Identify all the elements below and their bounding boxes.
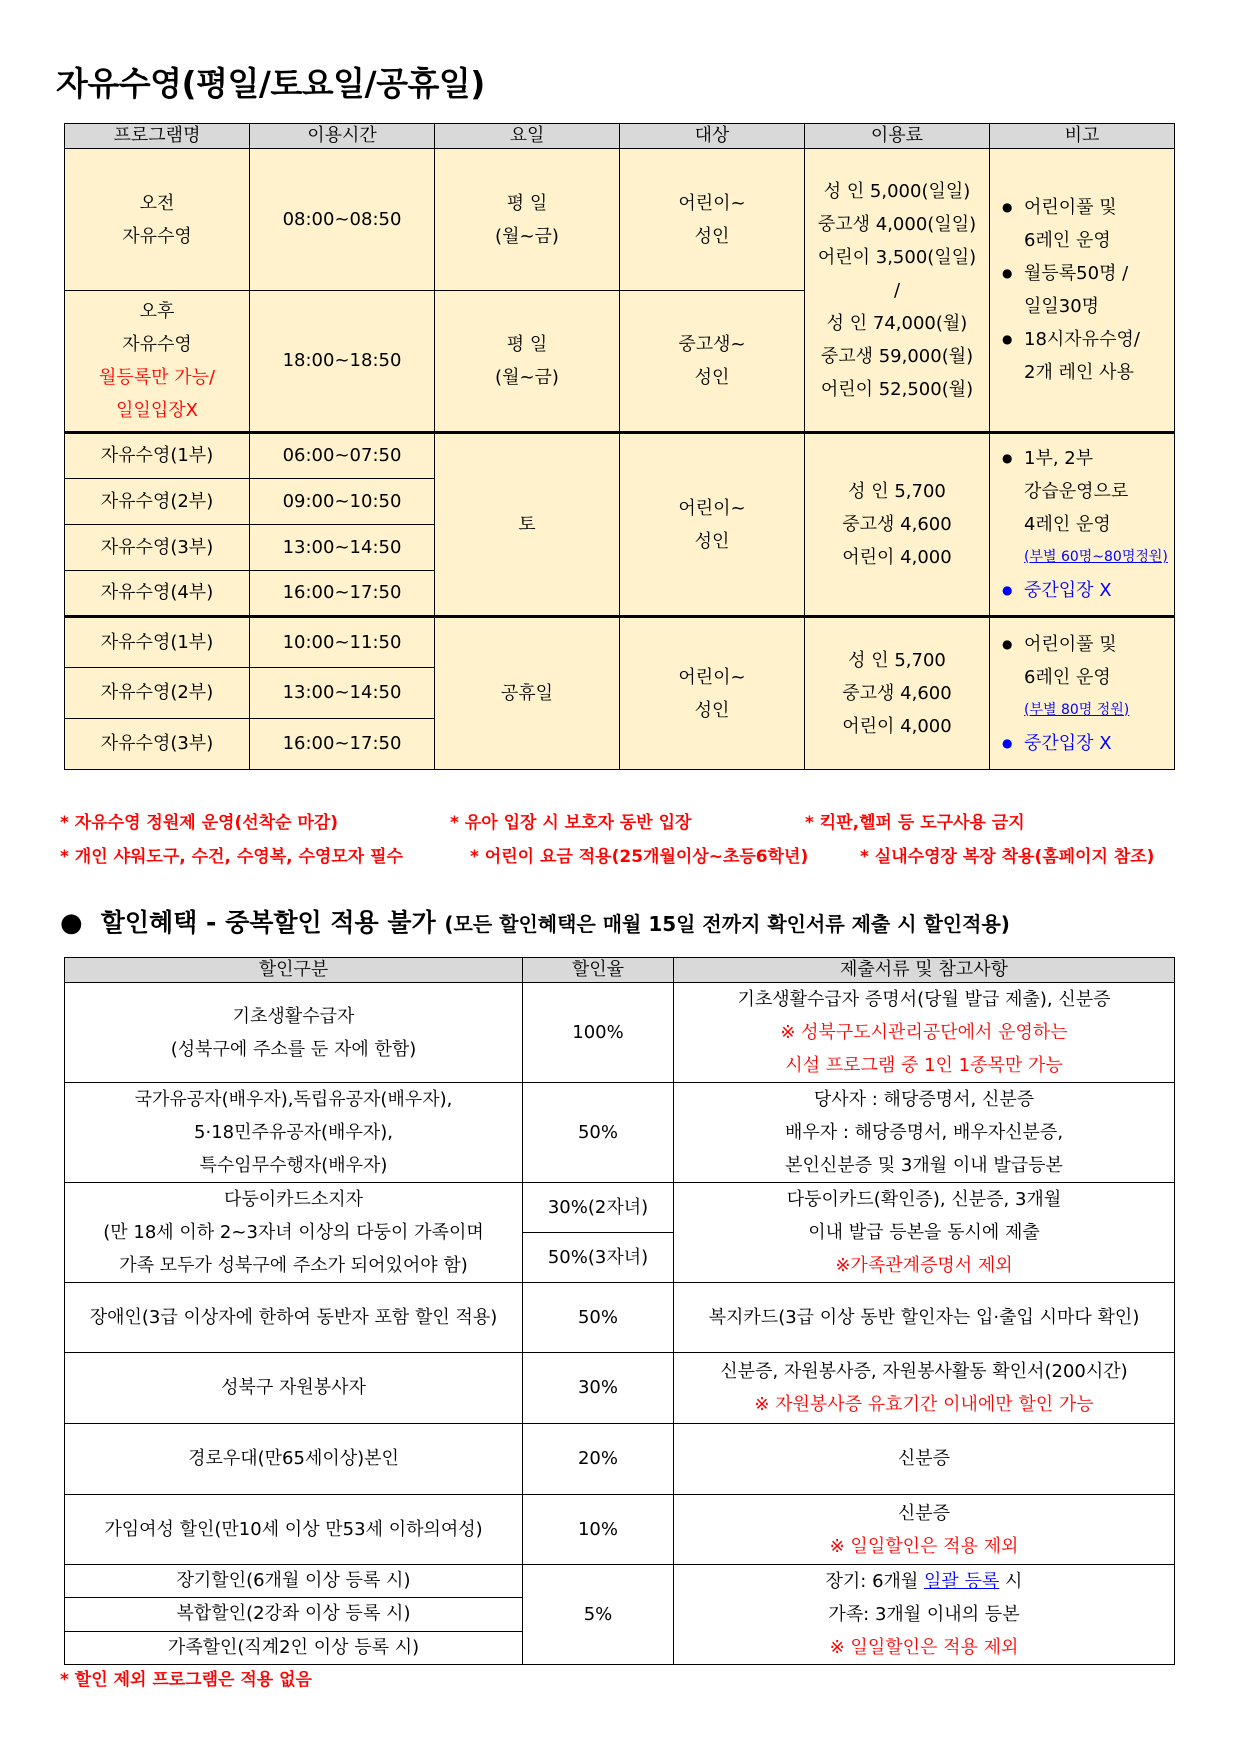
rule-text: * 킥판,헬퍼 등 도구사용 금지: [805, 813, 1025, 833]
discount-docs: 신분증 ※ 일일할인은 적용 제외: [674, 1495, 1175, 1565]
discount-type: 가족할인(직계2인 이상 등록 시): [65, 1631, 523, 1664]
rule-text: * 어린이 요금 적용(25개월이상~초등6학년): [470, 847, 809, 867]
bullet-icon: ●: [60, 908, 83, 938]
table-row: [65, 433, 1175, 479]
discount-section-heading: ● 할인혜택 - 중복할인 적용 불가 (모든 할인혜택은 매월 15일 전까지 확인서류 제출 시 할인적용): [60, 908, 1010, 938]
discount-rate: 50%: [523, 1083, 674, 1183]
day-cell: 평 일 (월~금): [435, 291, 620, 433]
target-cell: 어린이~ 성인: [620, 433, 805, 617]
program-name: 자유수영(1부): [65, 617, 250, 668]
program-name: 자유수영(2부): [65, 668, 250, 719]
time-cell: 09:00~10:50: [250, 479, 435, 525]
discount-type: 복합할인(2강좌 이상 등록 시): [65, 1598, 523, 1631]
discount-docs: 복지카드(3급 이상 동반 할인자는 입·출입 시마다 확인): [674, 1283, 1175, 1353]
discount-table: [64, 957, 1175, 1665]
discount-type: 가임여성 할인(만10세 이상 만53세 이하의여성): [65, 1495, 523, 1565]
discount-rate: 30%: [523, 1353, 674, 1424]
time-cell: 16:00~17:50: [250, 571, 435, 617]
remark-item: ● 18시자유수영/ 2개 레인 사용: [1002, 323, 1174, 389]
day-cell: 토: [435, 433, 620, 617]
discount-type: 경로우대(만65세이상)본인: [65, 1424, 523, 1495]
time-cell: 08:00~08:50: [250, 149, 435, 291]
fee-cell: 성 인 5,700 중고생 4,600 어린이 4,000: [805, 617, 990, 770]
schedule-header-row: [65, 124, 1175, 149]
remarks-cell: [990, 617, 1175, 770]
col-header: 대상: [620, 124, 805, 149]
rule-text: * 실내수영장 복장 착용(홈페이지 참조): [860, 847, 1155, 867]
day-cell: 공휴일: [435, 617, 620, 770]
discount-type: 기초생활수급자 (성북구에 주소를 둔 자에 한함): [65, 983, 523, 1083]
table-row: [65, 1565, 1175, 1598]
col-header: 요일: [435, 124, 620, 149]
rule-text: * 유아 입장 시 보호자 동반 입장: [450, 813, 692, 833]
program-name: 자유수영(2부): [65, 479, 250, 525]
page-title: 자유수영(평일/토요일/공휴일): [56, 64, 485, 103]
col-header: 할인구분: [65, 958, 523, 983]
time-cell: 13:00~14:50: [250, 525, 435, 571]
col-header: 제출서류 및 참고사항: [674, 958, 1175, 983]
discount-rate: 5%: [523, 1565, 674, 1665]
discount-rate: 30%(2자녀): [523, 1183, 674, 1233]
remark-item: ● 어린이풀 및 6레인 운영: [1002, 191, 1174, 257]
program-name: 자유수영(1부): [65, 433, 250, 479]
remark-item: ● 중간입장 X: [1002, 574, 1174, 607]
table-row: [65, 983, 1175, 1083]
time-cell: 16:00~17:50: [250, 719, 435, 770]
fee-cell: 성 인 5,000(일일) 중고생 4,000(일일) 어린이 3,500(일일) / 성 인 74,000(월) 중고생 59,000(월) 어린이 52,500(월): [805, 149, 990, 433]
time-cell: 10:00~11:50: [250, 617, 435, 668]
time-cell: 18:00~18:50: [250, 291, 435, 433]
schedule-table: [64, 123, 1175, 770]
program-name: 자유수영(3부): [65, 719, 250, 770]
rules-row-1: [60, 808, 1025, 833]
rules-row-2: [60, 842, 1154, 867]
remark-item: ● 1부, 2부 강습운영으로 4레인 운영 (부별 60명~80명정원): [1002, 442, 1174, 574]
discount-docs: 당사자 : 해당증명서, 신분증 배우자 : 해당증명서, 배우자신분증, 본인신분증 및 3개월 이내 발급등본: [674, 1083, 1175, 1183]
table-row: [65, 1353, 1175, 1424]
footer-note: * 할인 제외 프로그램은 적용 없음: [60, 1670, 312, 1690]
discount-type: 장애인(3급 이상자에 한하여 동반자 포함 할인 적용): [65, 1283, 523, 1353]
discount-type: 국가유공자(배우자),독립유공자(배우자), 5·18민주유공자(배우자), 특수임무수행자(배우자): [65, 1083, 523, 1183]
discount-type: 다둥이카드소지자 (만 18세 이하 2~3자녀 이상의 다둥이 가족이며 가족 모두가 성북구에 주소가 되어있어야 함): [65, 1183, 523, 1283]
day-cell: 평 일 (월~금): [435, 149, 620, 291]
table-row: [65, 149, 1175, 291]
discount-type: 성북구 자원봉사자: [65, 1353, 523, 1424]
discount-rate: 100%: [523, 983, 674, 1083]
remark-item: ● 어린이풀 및 6레인 운영 (부별 80명 정원): [1002, 628, 1174, 727]
program-name: 오후 자유수영 월등록만 가능/ 일일입장X: [65, 291, 250, 433]
time-cell: 06:00~07:50: [250, 433, 435, 479]
table-row: [65, 1283, 1175, 1353]
table-row: [65, 617, 1175, 668]
table-row: [65, 1183, 1175, 1233]
discount-type: 장기할인(6개월 이상 등록 시): [65, 1565, 523, 1598]
remarks-cell: [990, 149, 1175, 433]
discount-docs: 다둥이카드(확인증), 신분증, 3개월 이내 발급 등본을 동시에 제출 ※가족관계증명서 제외: [674, 1183, 1175, 1283]
program-name: 자유수영(3부): [65, 525, 250, 571]
col-header: 비고: [990, 124, 1175, 149]
table-row: [65, 1083, 1175, 1183]
fee-cell: 성 인 5,700 중고생 4,600 어린이 4,000: [805, 433, 990, 617]
discount-header-row: [65, 958, 1175, 983]
col-header: 이용료: [805, 124, 990, 149]
col-header: 프로그램명: [65, 124, 250, 149]
discount-docs: 신분증, 자원봉사증, 자원봉사활동 확인서(200시간) ※ 자원봉사증 유효기간 이내에만 할인 가능: [674, 1353, 1175, 1424]
target-cell: 어린이~ 성인: [620, 617, 805, 770]
discount-rate: 20%: [523, 1424, 674, 1495]
table-row: [65, 1495, 1175, 1565]
remarks-cell: [990, 433, 1175, 617]
discount-rate: 10%: [523, 1495, 674, 1565]
table-row: [65, 1424, 1175, 1495]
col-header: 할인율: [523, 958, 674, 983]
col-header: 이용시간: [250, 124, 435, 149]
discount-rate: 50%: [523, 1283, 674, 1353]
discount-docs: 장기: 6개월 일괄 등록 시 가족: 3개월 이내의 등본 ※ 일일할인은 적용 제외: [674, 1565, 1175, 1665]
rule-text: * 자유수영 정원제 운영(선착순 마감): [60, 813, 339, 833]
remark-item: ● 월등록50명 / 일일30명: [1002, 257, 1174, 323]
discount-rate: 50%(3자녀): [523, 1233, 674, 1283]
program-name: 자유수영(4부): [65, 571, 250, 617]
rule-text: * 개인 샤워도구, 수건, 수영복, 수영모자 필수: [60, 847, 403, 867]
remark-item: ● 중간입장 X: [1002, 727, 1174, 760]
program-name: 오전 자유수영: [65, 149, 250, 291]
target-cell: 중고생~ 성인: [620, 291, 805, 433]
time-cell: 13:00~14:50: [250, 668, 435, 719]
target-cell: 어린이~ 성인: [620, 149, 805, 291]
discount-docs: 기초생활수급자 증명서(당월 발급 제출), 신분증 ※ 성북구도시관리공단에서 운영하는 시설 프로그램 중 1인 1종목만 가능: [674, 983, 1175, 1083]
discount-docs: 신분증: [674, 1424, 1175, 1495]
